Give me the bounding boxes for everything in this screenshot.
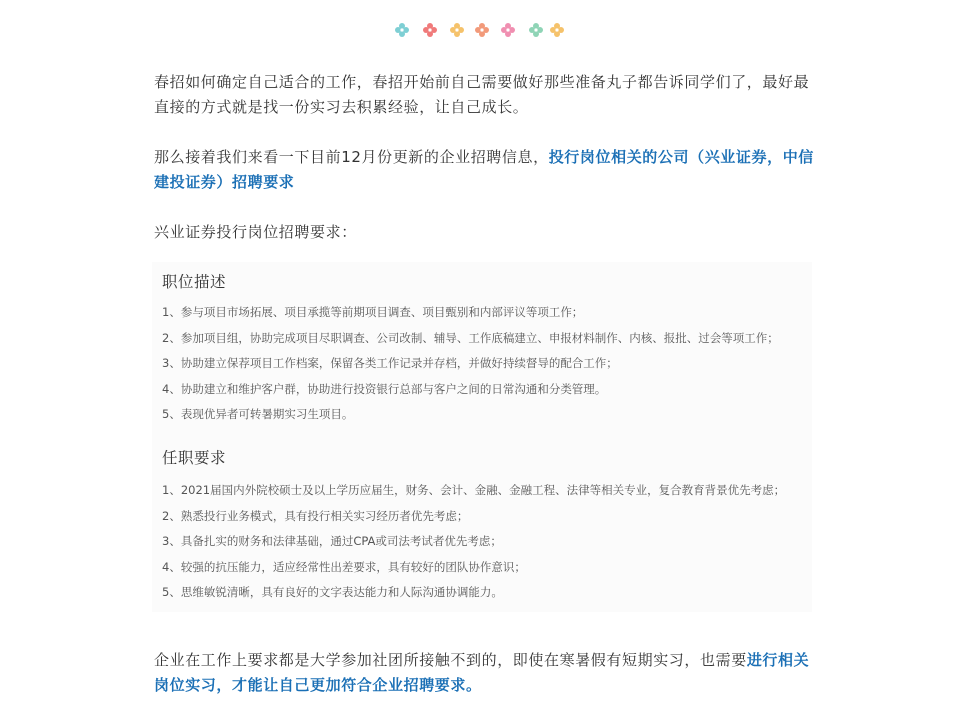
duties-title: 职位描述 — [162, 273, 227, 291]
decorative-flower-divider — [0, 22, 967, 42]
duty-item: 4、协助建立和维护客户群，协助进行投资银行总部与客户之间的日常沟通和分类管理。 — [162, 381, 607, 396]
flower-icon — [500, 22, 516, 38]
closing-text: 企业在工作上要求都是大学参加社团所接触不到的，即使在寒暑假有短期实习，也需要 — [154, 651, 747, 669]
requirements-list — [162, 478, 785, 606]
flower-icon — [394, 22, 410, 38]
closing-highlight: 进行相关岗位实习，才能让自己更加符合企业招聘要求。 — [154, 651, 810, 694]
duty-item: 2、参加项目组，协助完成项目尽职调查、公司改制、辅导、工作底稿建立、申报材料制作、内核、报批、过会等项工作； — [162, 330, 779, 345]
flower-icon — [422, 22, 438, 38]
duty-item: 5、表现优异者可转暑期实习生项目。 — [162, 407, 354, 421]
intro-paragraph — [154, 70, 814, 120]
company-heading — [154, 220, 814, 245]
flower-icon — [449, 22, 465, 38]
company-heading-text: 兴业证券投行岗位招聘要求： — [154, 223, 357, 241]
requirement-item: 4、较强的抗压能力，适应经常性出差要求，具有较好的团队协作意识； — [162, 559, 526, 574]
requirements-title: 任职要求 — [162, 449, 227, 467]
flower-icon — [474, 22, 490, 38]
flower-icon — [528, 22, 544, 38]
duty-item: 1、参与项目市场拓展、项目承揽等前期项目调查、项目甄别和内部评议等项工作； — [162, 305, 584, 319]
duties-list — [162, 300, 779, 428]
lead-highlight: 投行岗位相关的公司（兴业证券，中信建投证券）招聘要求 — [154, 148, 814, 191]
flower-icon — [549, 22, 565, 38]
requirement-item: 5、思维敏锐清晰，具有良好的文字表达能力和人际沟通协调能力。 — [162, 585, 503, 599]
lead-paragraph — [154, 145, 814, 195]
requirement-item: 3、具备扎实的财务和法律基础，通过CPA或司法考试者优先考虑； — [162, 534, 502, 548]
requirement-item: 1、2021届国内外院校硕士及以上学历应届生，财务、会计、金融、金融工程、法律等相关专业，复合教育背景优先考虑； — [162, 483, 786, 497]
intro-text: 春招如何确定自己适合的工作，春招开始前自己需要做好那些准备丸子都告诉同学们了，最好最直接的方式就是找一份实习去积累经验，让自己成长。 — [154, 73, 810, 116]
requirement-item: 2、熟悉投行业务模式，具有投行相关实习经历者优先考虑； — [162, 508, 469, 523]
closing-paragraph — [154, 648, 814, 698]
lead-text: 那么接着我们来看一下目前12月份更新的企业招聘信息， — [154, 148, 549, 166]
duty-item: 3、协助建立保荐项目工作档案，保留各类工作记录并存档，并做好持续督导的配合工作； — [162, 356, 618, 370]
job-description-image — [152, 262, 812, 612]
